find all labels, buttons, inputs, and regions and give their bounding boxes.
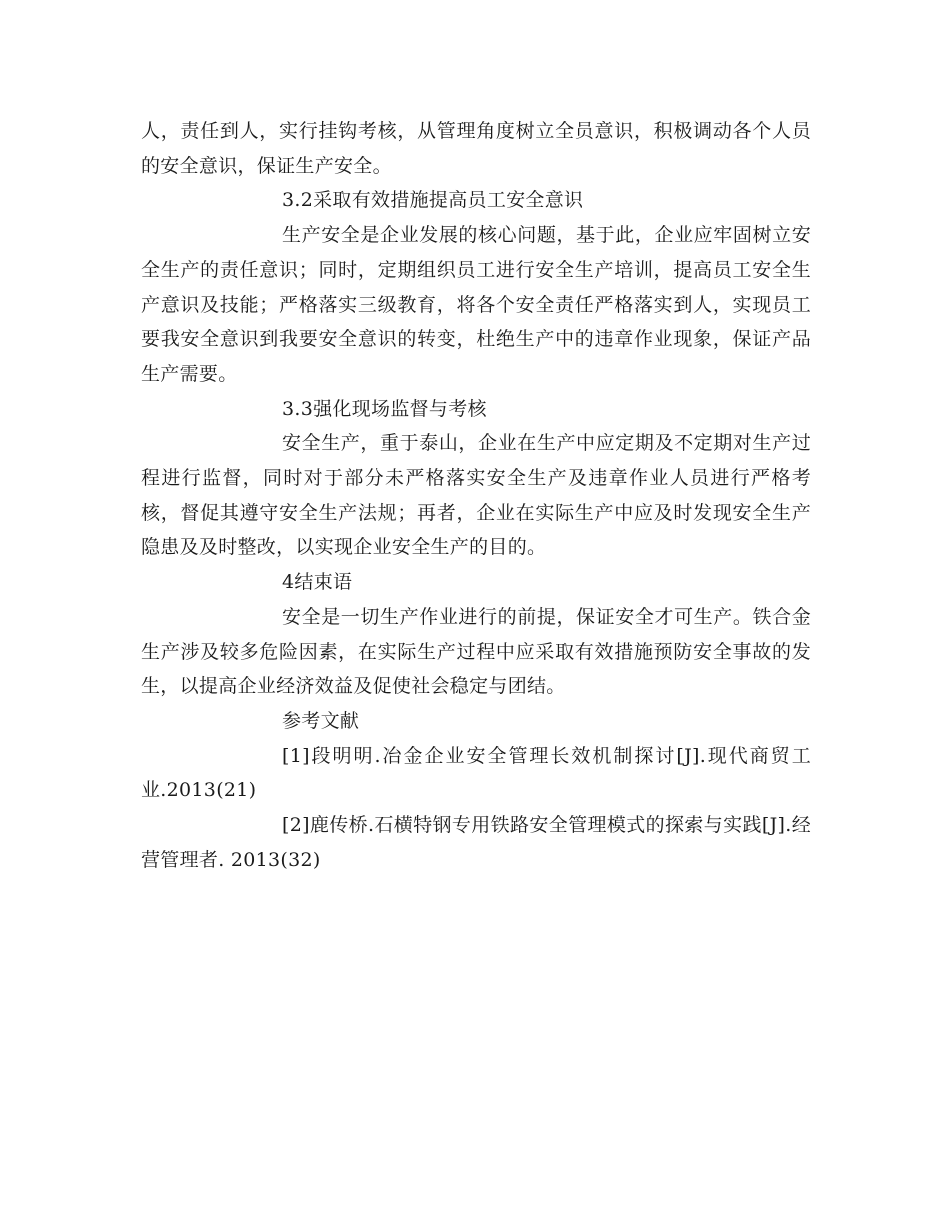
paragraph-site-supervision: 安全生产，重于泰山，企业在生产中应定期及不定期对生产过程进行监督，同时对于部分未严格落实安全生产及违章作业人员进行严格考核，督促其遵守安全生产法规；再者，企业在实际生产中应及时发现安全生产隐患及及时整改，以实现企业安全生产的目的。 (141, 432, 811, 559)
references-heading: 参考文献 (282, 709, 360, 732)
section-heading-3-3: 3.3强化现场监督与考核 (282, 397, 487, 420)
paragraph-continuation: 人，责任到人，实行挂钩考核，从管理角度树立全员意识，积极调动各个人员的安全意识，保证生产安全。 (141, 120, 811, 177)
reference-item: [2]鹿传桥.石横特钢专用铁路安全管理模式的探索与实践[J].经营管理者. 2013(32) (141, 814, 811, 871)
section-heading-3-2: 3.2采取有效措施提高员工安全意识 (282, 189, 584, 212)
document-body (141, 114, 811, 877)
reference-item: [1]段明明.冶金企业安全管理长效机制探讨[J].现代商贸工业.2013(21) (141, 744, 811, 802)
paragraph-conclusion: 安全是一切生产作业进行的前提，保证安全才可生产。铁合金生产涉及较多危险因素，在实际生产过程中应采取有效措施预防安全事故的发生，以提高企业经济效益及促使社会稳定与团结。 (141, 605, 811, 698)
paragraph-safety-awareness: 生产安全是企业发展的核心问题，基于此，企业应牢固树立安全生产的责任意识；同时，定期组织员工进行安全生产培训，提高员工安全生产意识及技能；严格落实三级教育，将各个安全责任严格落实到人，实现员工要我安全意识到我要安全意识的转变，杜绝生产中的违章作业现象，保证产品生产需要。 (141, 224, 811, 385)
section-heading-conclusion: 4结束语 (282, 571, 353, 594)
